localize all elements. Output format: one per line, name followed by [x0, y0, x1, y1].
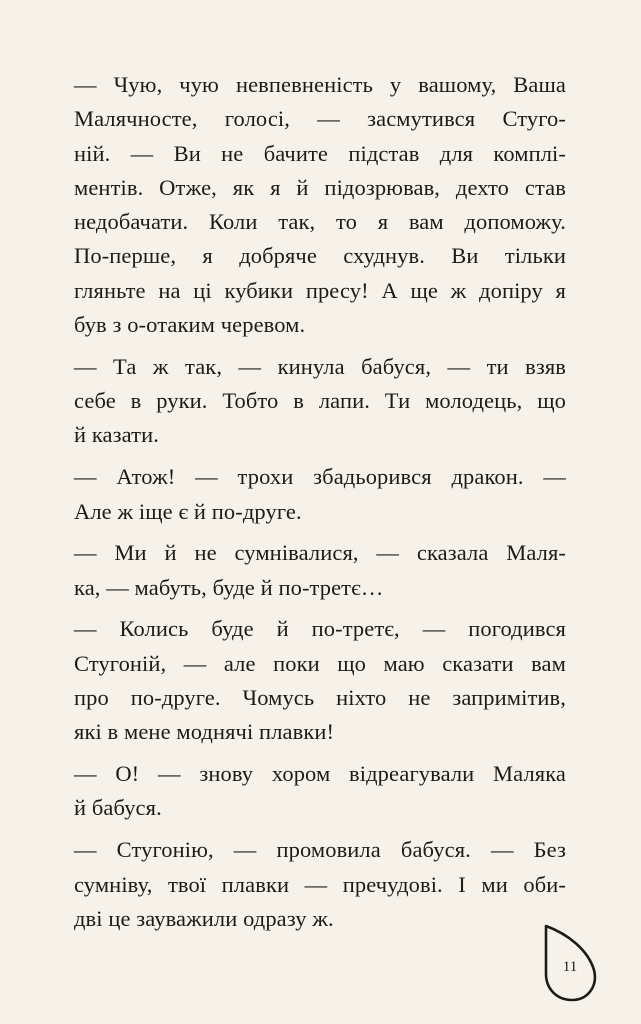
page-number-badge [538, 918, 602, 1004]
text-line: сумніву, твої плавки — пречудові. І ми оби- [74, 871, 566, 897]
text-line: — О! — знову хором відреагували Маляка [74, 761, 566, 787]
text-line: — Колись буде й по-третє, — погодився [74, 616, 566, 642]
text-line: дві це зауважили одразу ж. [74, 905, 334, 931]
text-line: ментів. Отже, як я й підозрював, дехто став [74, 174, 566, 200]
text-line: Але ж іще є й по-друге. [74, 498, 302, 524]
paragraph [74, 350, 566, 453]
text-line: себе в руки. Тобто в лапи. Ти молодець, що [74, 388, 566, 414]
text-line: недобачати. Коли так, то я вам допоможу. [74, 209, 566, 235]
text-line: — Ми й не сумнівалися, — сказала Маля- [74, 540, 566, 566]
text-line: про по-друге. Чомусь ніхто не запримітив, [74, 685, 566, 711]
page-text [74, 68, 566, 944]
text-line: — Стугонію, — промовила бабуся. — Без [74, 837, 566, 863]
text-line: й казати. [74, 422, 159, 448]
text-line: — Та ж так, — кинула бабуся, — ти взяв [74, 353, 566, 379]
text-line: був з о-отаким черевом. [74, 312, 306, 338]
text-line: — Чую, чую невпевненість у вашому, Ваша [74, 72, 566, 97]
text-line: ка, — мабуть, буде й по-третє… [74, 574, 384, 600]
text-line: ній. — Ви не бачите підстав для комплі- [74, 140, 566, 166]
text-line: Малячносте, голосі, — засмутився Стуго- [74, 106, 566, 132]
text-line: — Атож! — трохи збадьорився дракон. — [74, 464, 566, 490]
paragraph [74, 460, 566, 529]
paragraph [74, 757, 566, 826]
paragraph [74, 536, 566, 605]
text-line: які в мене моднячі плавки! [74, 719, 335, 745]
text-line: По-перше, я добряче схуднув. Ви тільки [74, 243, 566, 269]
paragraph [74, 612, 566, 749]
text-line: гляньте на ці кубики пресу! А ще ж допіру я [74, 277, 566, 303]
paragraph [74, 68, 566, 342]
text-line: Стугоній, — але поки що маю сказати вам [74, 650, 566, 676]
paragraph [74, 833, 566, 936]
text-line: й бабуся. [74, 795, 162, 821]
page-number: 11 [562, 959, 578, 975]
